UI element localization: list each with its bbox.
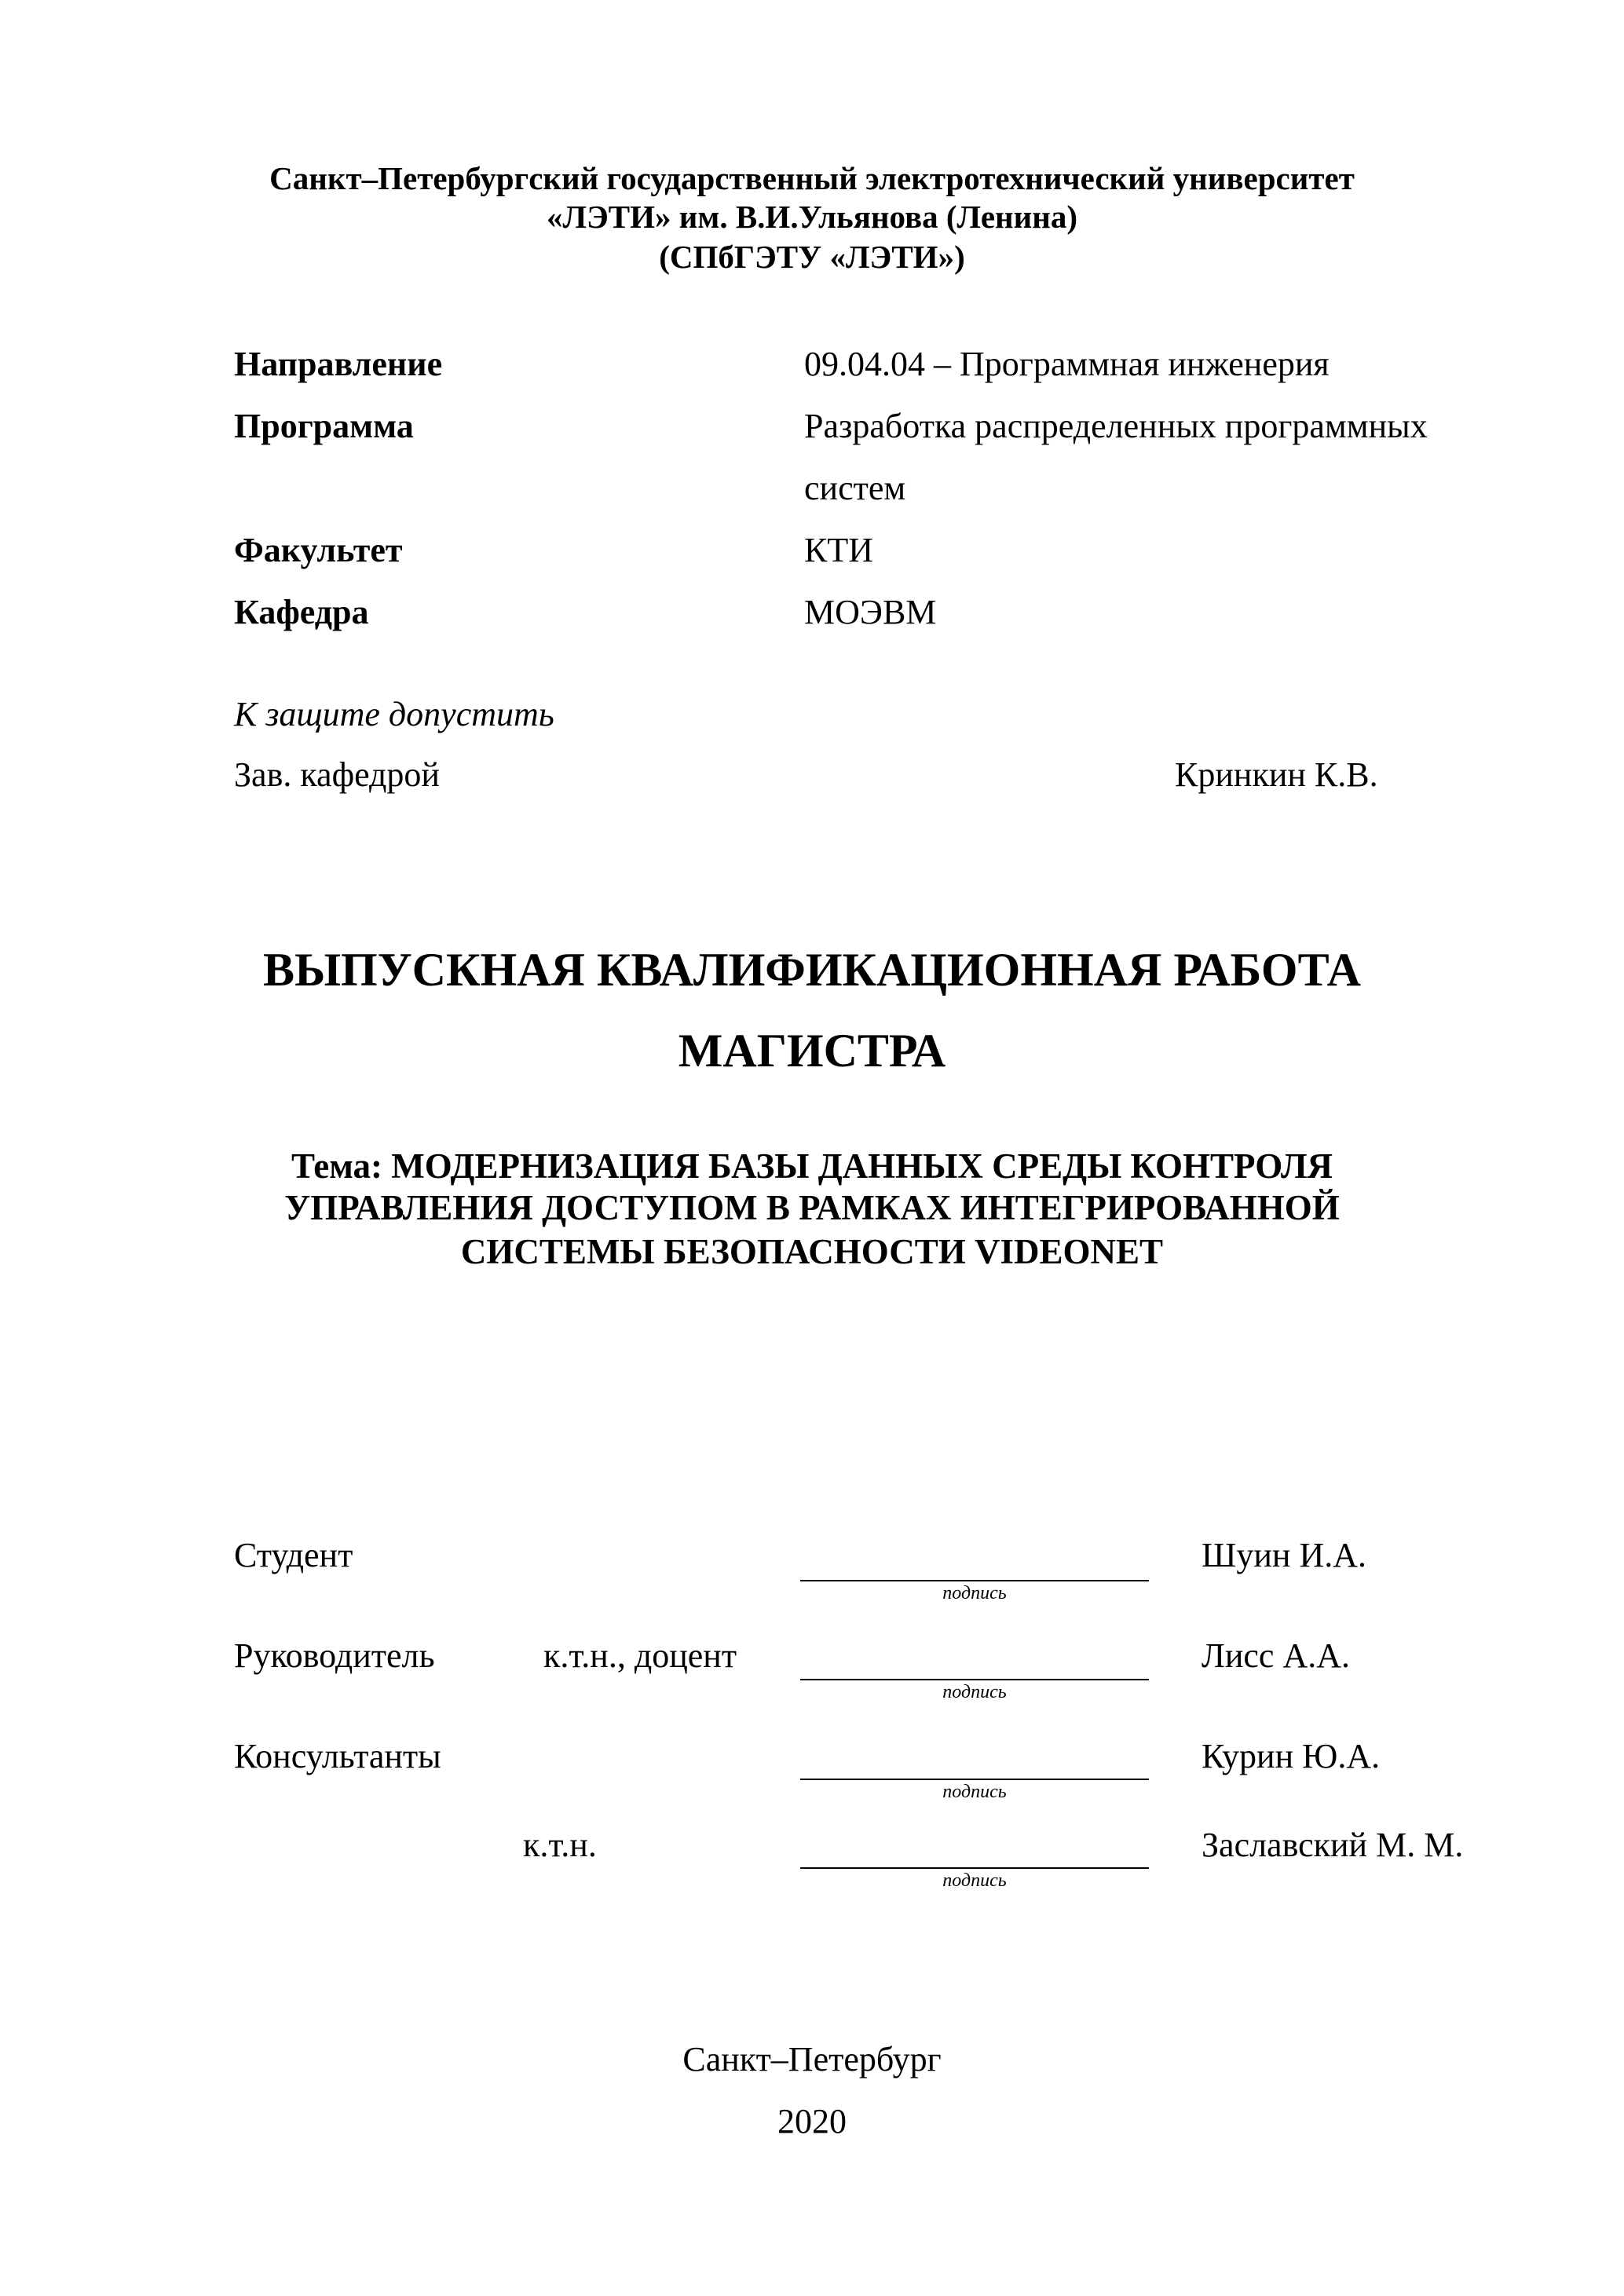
- supervisor-name: Лисс А.А.: [1202, 1636, 1350, 1675]
- consultants-role: Консультанты: [234, 1737, 441, 1775]
- direction-value: 09.04.04 – Программная инженерия: [804, 345, 1330, 383]
- program-value-continued: систем: [804, 469, 906, 507]
- supervisor-degree: к.т.н., доцент: [543, 1636, 737, 1675]
- university-name: Санкт–Петербургский государственный электротехнический университет: [269, 160, 1355, 196]
- thesis-title-line2: МАГИСТРА: [678, 1025, 946, 1077]
- supervisor-role: Руководитель: [234, 1636, 435, 1675]
- admit-to-defense: К защите допустить: [234, 695, 554, 733]
- department-label: Кафедра: [234, 593, 369, 631]
- consultant2-signature-caption: подпись: [942, 1870, 1007, 1891]
- student-signature-caption: подпись: [942, 1583, 1007, 1603]
- consultant2-name: Заславский М. М.: [1202, 1826, 1464, 1864]
- program-label: Программа: [234, 407, 414, 445]
- program-value: Разработка распределенных программных: [804, 407, 1428, 445]
- direction-label: Направление: [234, 345, 443, 383]
- department-value: МОЭВМ: [804, 593, 937, 631]
- faculty-value: КТИ: [804, 531, 873, 569]
- student-name: Шуин И.А.: [1202, 1536, 1367, 1574]
- city: Санкт–Петербург: [682, 2040, 942, 2078]
- year: 2020: [777, 2102, 847, 2141]
- topic-line2: УПРАВЛЕНИЯ ДОСТУПОМ В РАМКАХ ИНТЕГРИРОВАННОЙ: [284, 1188, 1340, 1227]
- consultant2-degree: к.т.н.: [523, 1826, 597, 1864]
- head-of-department-label: Зав. кафедрой: [234, 755, 440, 794]
- student-role: Студент: [234, 1536, 353, 1574]
- topic-line3: СИСТЕМЫ БЕЗОПАСНОСТИ VIDEONET: [460, 1232, 1164, 1271]
- consultant1-name: Курин Ю.А.: [1202, 1737, 1381, 1775]
- topic-line1: Тема: МОДЕРНИЗАЦИЯ БАЗЫ ДАННЫХ СРЕДЫ КОНТРОЛЯ: [291, 1146, 1333, 1186]
- university-abbreviation: (СПбГЭТУ «ЛЭТИ»): [659, 239, 965, 275]
- head-of-department-name: Кринкин К.В.: [1175, 755, 1378, 794]
- faculty-label: Факультет: [234, 531, 403, 569]
- supervisor-signature-caption: подпись: [942, 1682, 1007, 1702]
- thesis-title-line1: ВЫПУСКНАЯ КВАЛИФИКАЦИОННАЯ РАБОТА: [263, 944, 1361, 996]
- consultant1-signature-caption: подпись: [942, 1782, 1007, 1802]
- university-name-short: «ЛЭТИ» им. В.И.Ульянова (Ленина): [546, 199, 1078, 235]
